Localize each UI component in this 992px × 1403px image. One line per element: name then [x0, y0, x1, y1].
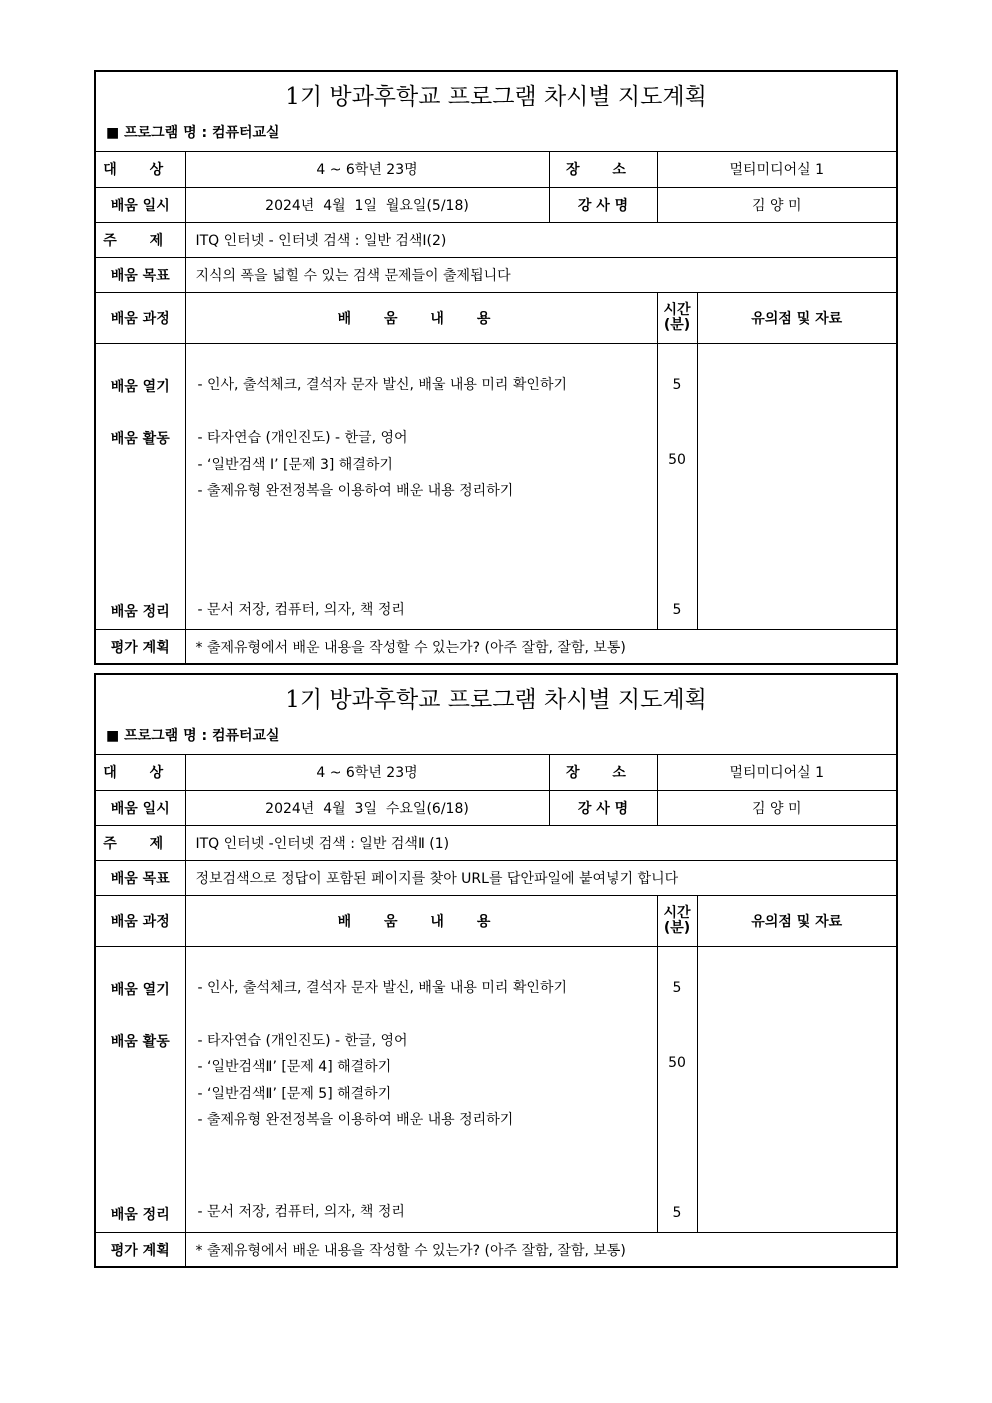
target-value: 4 ~ 6학년 23명 [185, 152, 549, 187]
list-item: - 출제유형 완전정복을 이용하여 배운 내용 정리하기 [197, 1111, 514, 1128]
time-activity: 50 [668, 451, 686, 468]
stage-open: 배움 열기 [110, 378, 170, 395]
eval-value: * 출제유형에서 배운 내용을 작성할 수 있는가? (아주 잘함, 잘함, 보통) [185, 629, 896, 664]
time-open: 5 [672, 979, 682, 996]
list-item: - 인사, 출석체크, 결석자 문자 발신, 배울 내용 미리 확인하기 [197, 376, 568, 393]
time-close: 5 [672, 601, 682, 618]
plan-title: 1기 방과후학교 프로그램 차시별 지도계획 [285, 687, 707, 713]
eval-label: 평가 계획 [96, 1232, 185, 1267]
target-label: 대 상 [96, 152, 185, 187]
list-item: - ‘일반검색Ⅱ’ [문제 5] 해결하기 [197, 1085, 392, 1102]
lesson-plan [94, 673, 898, 1268]
teacher-value: 김 양 미 [657, 187, 896, 222]
program-name: ■ 프로그램 명 : 컴퓨터교실 [106, 125, 280, 141]
plan-table [96, 152, 896, 664]
goal-value: 지식의 폭을 넓힐 수 있는 검색 문제들이 출제됩니다 [185, 257, 896, 292]
target-label: 대 상 [96, 755, 185, 790]
list-item: - 문서 저장, 컴퓨터, 의자, 책 정리 [197, 1203, 405, 1220]
place-value: 멀티미디어실 1 [657, 755, 896, 790]
content-header: 배 움 내 용 [185, 895, 657, 946]
notes-column [697, 946, 896, 1232]
topic-label: 주 제 [96, 825, 185, 860]
plan-header [96, 675, 896, 755]
list-item: - 타자연습 (개인진도) - 한글, 영어 [197, 429, 408, 446]
target-value: 4 ~ 6학년 23명 [185, 755, 549, 790]
place-value: 멀티미디어실 1 [657, 152, 896, 187]
stage-close: 배움 정리 [110, 1206, 170, 1223]
date-value: 2024년 4월 1일 월요일(5/18) [185, 187, 549, 222]
date-value: 2024년 4월 3일 수요일(6/18) [185, 790, 549, 825]
time-header: 시간 (분) [657, 895, 697, 946]
content-column [185, 946, 657, 1232]
stage-activity: 배움 활동 [110, 1033, 170, 1050]
teacher-label: 강 사 명 [549, 790, 657, 825]
content-header: 배 움 내 용 [185, 292, 657, 343]
stage-column [96, 343, 185, 629]
eval-label: 평가 계획 [96, 629, 185, 664]
notes-column [697, 343, 896, 629]
stage-activity: 배움 활동 [110, 430, 170, 447]
place-label: 장 소 [549, 755, 657, 790]
list-item: - 문서 저장, 컴퓨터, 의자, 책 정리 [197, 601, 405, 618]
teacher-label: 강 사 명 [549, 187, 657, 222]
teacher-value: 김 양 미 [657, 790, 896, 825]
list-item: - 출제유형 완전정복을 이용하여 배운 내용 정리하기 [197, 482, 514, 499]
date-label: 배움 일시 [96, 187, 185, 222]
content-column [185, 343, 657, 629]
notes-header: 유의점 및 자료 [697, 895, 896, 946]
place-label: 장 소 [549, 152, 657, 187]
goal-label: 배움 목표 [96, 257, 185, 292]
stage-close: 배움 정리 [110, 603, 170, 620]
list-item: - ‘일반검색 Ⅰ’ [문제 3] 해결하기 [197, 456, 393, 473]
goal-label: 배움 목표 [96, 860, 185, 895]
time-activity: 50 [668, 1054, 686, 1071]
time-close: 5 [672, 1204, 682, 1221]
program-name: ■ 프로그램 명 : 컴퓨터교실 [106, 728, 280, 744]
time-column [657, 343, 697, 629]
stage-column [96, 946, 185, 1232]
eval-value: * 출제유형에서 배운 내용을 작성할 수 있는가? (아주 잘함, 잘함, 보통) [185, 1232, 896, 1267]
goal-value: 정보검색으로 정답이 포함된 페이지를 찾아 URL를 답안파일에 붙여넣기 합니다 [185, 860, 896, 895]
list-item: - 타자연습 (개인진도) - 한글, 영어 [197, 1032, 408, 1049]
list-item: - ‘일반검색Ⅱ’ [문제 4] 해결하기 [197, 1058, 392, 1075]
plan-table [96, 755, 896, 1267]
notes-header: 유의점 및 자료 [697, 292, 896, 343]
plan-title: 1기 방과후학교 프로그램 차시별 지도계획 [285, 84, 707, 110]
process-header: 배움 과정 [96, 895, 185, 946]
lesson-plan [94, 70, 898, 665]
time-header: 시간 (분) [657, 292, 697, 343]
topic-value: ITQ 인터넷 -인터넷 검색 : 일반 검색Ⅱ (1) [185, 825, 896, 860]
date-label: 배움 일시 [96, 790, 185, 825]
time-open: 5 [672, 376, 682, 393]
topic-label: 주 제 [96, 222, 185, 257]
time-column [657, 946, 697, 1232]
plan-header [96, 72, 896, 152]
stage-open: 배움 열기 [110, 981, 170, 998]
list-item: - 인사, 출석체크, 결석자 문자 발신, 배울 내용 미리 확인하기 [197, 979, 568, 996]
topic-value: ITQ 인터넷 - 인터넷 검색 : 일반 검색Ⅰ(2) [185, 222, 896, 257]
process-header: 배움 과정 [96, 292, 185, 343]
